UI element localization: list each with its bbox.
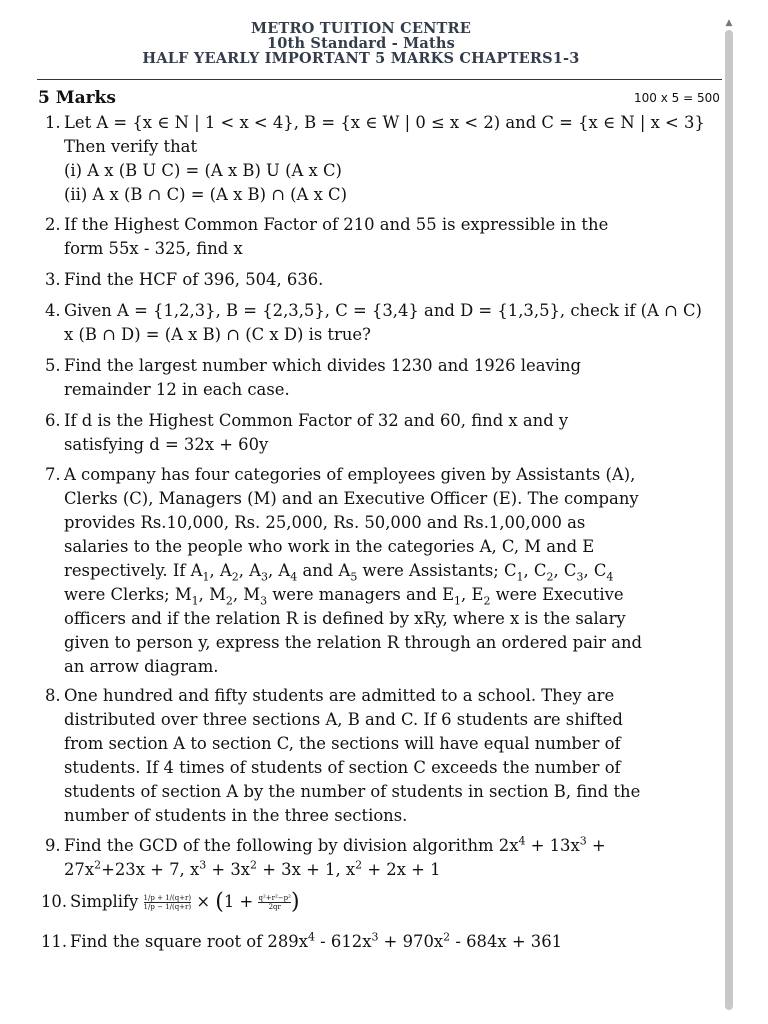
- question-number: 5.: [45, 356, 61, 375]
- question-line: distributed over three sections A, B and C. If 6 students are shifted: [64, 710, 623, 729]
- school-name: METRO TUITION CENTRE: [250, 20, 472, 37]
- question-line: If the Highest Common Factor of 210 and 55 is expressible in the: [64, 215, 609, 234]
- question-line: officers and if the relation R is defined by xRy, where x is the salary: [64, 609, 626, 628]
- question-number: 3.: [45, 270, 61, 289]
- question-line: Find the largest number which divides 1230 and 1926 leaving: [64, 356, 582, 375]
- question-line: Given A = {1,2,3}, B = {2,3,5}, C = {3,4} and D = {1,3,5}, check if (A ∩ C): [64, 301, 702, 320]
- question-line: Then verify that: [64, 137, 198, 156]
- question-line: respectively. If $A_1$, $A_2$, $A_3$, $A_4$ and $A_5$ were Assistants; $C_1$, $C_2$, $C_3$, $C_4$: [64, 561, 614, 584]
- subject-line: 10th Standard - Maths: [266, 35, 456, 52]
- question-line: One hundred and fifty students are admitted to a school. They are: [64, 686, 615, 705]
- question-line: (ii) A x (B ∩ C) = (A x B) ∩ (A x C): [64, 185, 347, 204]
- header-divider: [37, 79, 722, 80]
- question-line: Find the HCF of 396, 504, 636.: [64, 270, 324, 289]
- question-number: 9.: [45, 836, 61, 855]
- question-line: number of students in the three sections.: [64, 806, 408, 825]
- question-line: were Clerks; $M_1$, $M_2$, $M_3$ were managers and $E_1$, $E_2$ were Executive: [64, 585, 624, 608]
- question-line: Let A = {x ∈ N | 1 < x < 4}, B = {x ∈ W | 0 ≤ x < 2) and C = {x ∈ N | x < 3}: [64, 113, 705, 132]
- question-line: (i) A x (B U C) = (A x B) U (A x C): [64, 161, 342, 180]
- question-line: salaries to the people who work in the categories A, C, M and E: [64, 537, 595, 556]
- scroll-up-arrow-icon[interactable]: ▲: [725, 18, 733, 28]
- section-title: 5 Marks: [38, 88, 116, 108]
- question-line: Clerks (C), Managers (M) and an Executive Officer (E). The company: [64, 489, 639, 508]
- question-line: $27x^2+23x + 7$, $x^3 + 3x^2 + 3x + 1$, $x^2 + 2x + 1$: [64, 858, 441, 879]
- fraction: $\frac{1/p + 1/(q+r)}{1/p - 1/(q+r)}$: [143, 894, 192, 911]
- question-number: 11.: [41, 932, 68, 951]
- question-number: 10.: [41, 892, 68, 911]
- question-line: remainder 12 in each case.: [64, 380, 290, 399]
- exam-title: HALF YEARLY IMPORTANT 5 MARKS CHAPTERS1-3: [142, 50, 580, 67]
- question-line: x (B ∩ D) = (A x B) ∩ (C x D) is true?: [64, 325, 371, 344]
- question-number: 4.: [45, 301, 61, 320]
- question-line: Find the GCD of the following by division algorithm $2x^4 + 13x^3$ +: [64, 834, 606, 855]
- question-number: 1.: [45, 113, 61, 132]
- question-line: If d is the Highest Common Factor of 32 and 60, find x and y: [64, 411, 569, 430]
- question-line: A company has four categories of employees given by Assistants (A),: [64, 465, 636, 484]
- question-line: an arrow diagram.: [64, 657, 219, 676]
- question-line: satisfying d = 32x + 60y: [64, 435, 269, 454]
- question-line: students of section A by the number of students in section B, find the: [64, 782, 641, 801]
- fraction: $\frac{\text{q²+r²−p²}}{2qr}$: [258, 894, 291, 911]
- question-number: 8.: [45, 686, 61, 705]
- question-line: form 55x - 325, find x: [64, 239, 243, 258]
- question-line: given to person y, express the relation R through an ordered pair and: [64, 633, 643, 652]
- simplify-expression: Simplify $\frac{1/p + 1/(q+r)}{1/p - 1/(q+r)}$ × (1 + $\frac{\text{q²+r²−p²}}{2qr}$ ): [70, 889, 300, 915]
- question-line: students. If 4 times of students of section C exceeds the number of: [64, 758, 621, 777]
- document-header: [0, 0, 722, 66]
- question-number: 2.: [45, 215, 61, 234]
- question-line: Find the square root of $289x^4 - 612x^3 + 970x^2 - 684x + 361$: [70, 930, 563, 951]
- vertical-scrollbar[interactable]: [725, 30, 733, 1010]
- marks-note: 100 x 5 = 500: [634, 91, 720, 105]
- question-number: 7.: [45, 465, 61, 484]
- question-line: provides Rs.10,000, Rs. 25,000, Rs. 50,000 and Rs.1,00,000 as: [64, 513, 586, 532]
- question-line: from section A to section C, the sections will have equal number of: [64, 734, 621, 753]
- question-number: 6.: [45, 411, 61, 430]
